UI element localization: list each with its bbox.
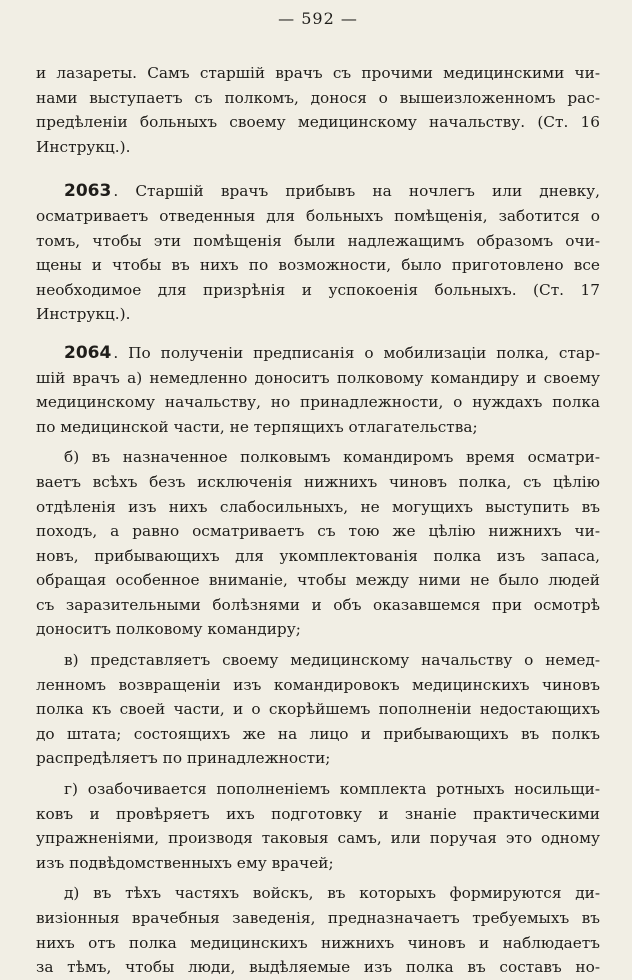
- text-line: щены и чтобы въ нихъ по возможности, было приготовлено все: [36, 256, 600, 275]
- text-line: Инструкц.).: [36, 137, 131, 156]
- text-line: б) въ назначенное полковымъ командиромъ время осматри-: [64, 448, 600, 467]
- text-line: предѣленіи больныхъ своему медицинскому начальству. (Ст. 16: [36, 113, 600, 132]
- text-line: до штата; состоящихъ же на лицо и прибывающихъ въ полкъ: [36, 724, 600, 743]
- text-span: . По полученіи предписанія о мобилизаціи полка, стар-: [113, 343, 600, 362]
- text-span: . Старшій врачъ прибывъ на ночлегъ или дневку,: [113, 182, 600, 201]
- text-line: нами выступаетъ съ полкомъ, донося о вышеизложенномъ рас-: [36, 88, 600, 107]
- text-line: ваетъ всѣхъ безъ исключенія нижнихъ чиновъ полка, съ цѣлію: [36, 472, 600, 491]
- text-line: походъ, а равно осматриваетъ съ тою же цѣлію нижнихъ чи-: [36, 522, 600, 541]
- subparagraph-d: [36, 881, 600, 979]
- text-line: осматриваетъ отведенныя для больныхъ помѣщенія, заботится о: [36, 206, 600, 225]
- text-line: г) озабочивается пополненіемъ комплекта ротныхъ носильщи-: [64, 780, 600, 799]
- text-line: распредѣляетъ по принадлежности;: [36, 749, 331, 768]
- text-line: доноситъ полковому командиру;: [36, 620, 301, 639]
- text-line: Инструкц.).: [36, 305, 131, 324]
- text-line: визіонныя врачебныя заведенія, предназначаетъ требуемыхъ въ: [36, 909, 600, 927]
- text-line: медицинскому начальству, но принадлежности, о нуждахъ полка: [36, 393, 600, 412]
- article-first-line: [36, 179, 600, 204]
- text-line: шій врачъ а) немедленно доноситъ полковому командиру и своему: [36, 368, 600, 387]
- article-first-line: [36, 341, 600, 366]
- text-line: полка къ своей части, и о скорѣйшемъ пополненіи недостающихъ: [36, 700, 600, 719]
- subparagraph-g: [36, 777, 600, 875]
- subparagraph-b: [36, 445, 600, 642]
- text-line: томъ, чтобы эти помѣщенія были надлежащимъ образомъ очи-: [36, 231, 600, 250]
- text-line: новъ, прибывающихъ для укомплектованія полка изъ запаса,: [36, 546, 600, 565]
- text-line: необходимое для призрѣнія и успокоенія больныхъ. (Ст. 17: [36, 280, 600, 299]
- text-line: д) въ тѣхъ частяхъ войскъ, въ которыхъ формируются ди-: [64, 884, 600, 903]
- paragraph-continuation: [36, 61, 600, 159]
- text-line: ленномъ возвращеніи изъ командировокъ медицинскихъ чиновъ: [36, 675, 600, 694]
- article-2063: [36, 179, 600, 327]
- text-line: упражненіями, производя таковыя самъ, или поручая это одному: [36, 829, 600, 848]
- text-line: изъ подвѣдомственныхъ ему врачей;: [36, 853, 334, 872]
- article-number: 2064: [64, 342, 112, 363]
- text-line: съ заразительными болѣзнями и объ оказавшемся при осмотрѣ: [36, 595, 600, 614]
- article-2064: [36, 341, 600, 980]
- subparagraph-v: [36, 648, 600, 771]
- text-line: и лазареты. Самъ старшій врачъ съ прочими медицинскими чи-: [36, 64, 600, 82]
- article-number: 2063: [64, 181, 112, 202]
- text-line: в) представляетъ своему медицинскому начальству о немед-: [64, 651, 600, 670]
- text-line: по медицинской части, не терпящихъ отлагательства;: [36, 417, 478, 436]
- text-line: за тѣмъ, чтобы люди, выдѣляемые изъ полка въ составъ но-: [36, 958, 600, 977]
- text-line: обращая особенное вниманіе, чтобы между ними не было людей: [36, 571, 600, 590]
- page-number: — 592 —: [278, 9, 358, 28]
- text-line: ковъ и провѣряетъ ихъ подготовку и знаніе практическими: [36, 804, 600, 823]
- text-line: нихъ отъ полка медицинскихъ нижнихъ чиновъ и наблюдаетъ: [36, 933, 600, 952]
- text-line: отдѣленія изъ нихъ слабосильныхъ, не могущихъ выступить въ: [36, 497, 600, 516]
